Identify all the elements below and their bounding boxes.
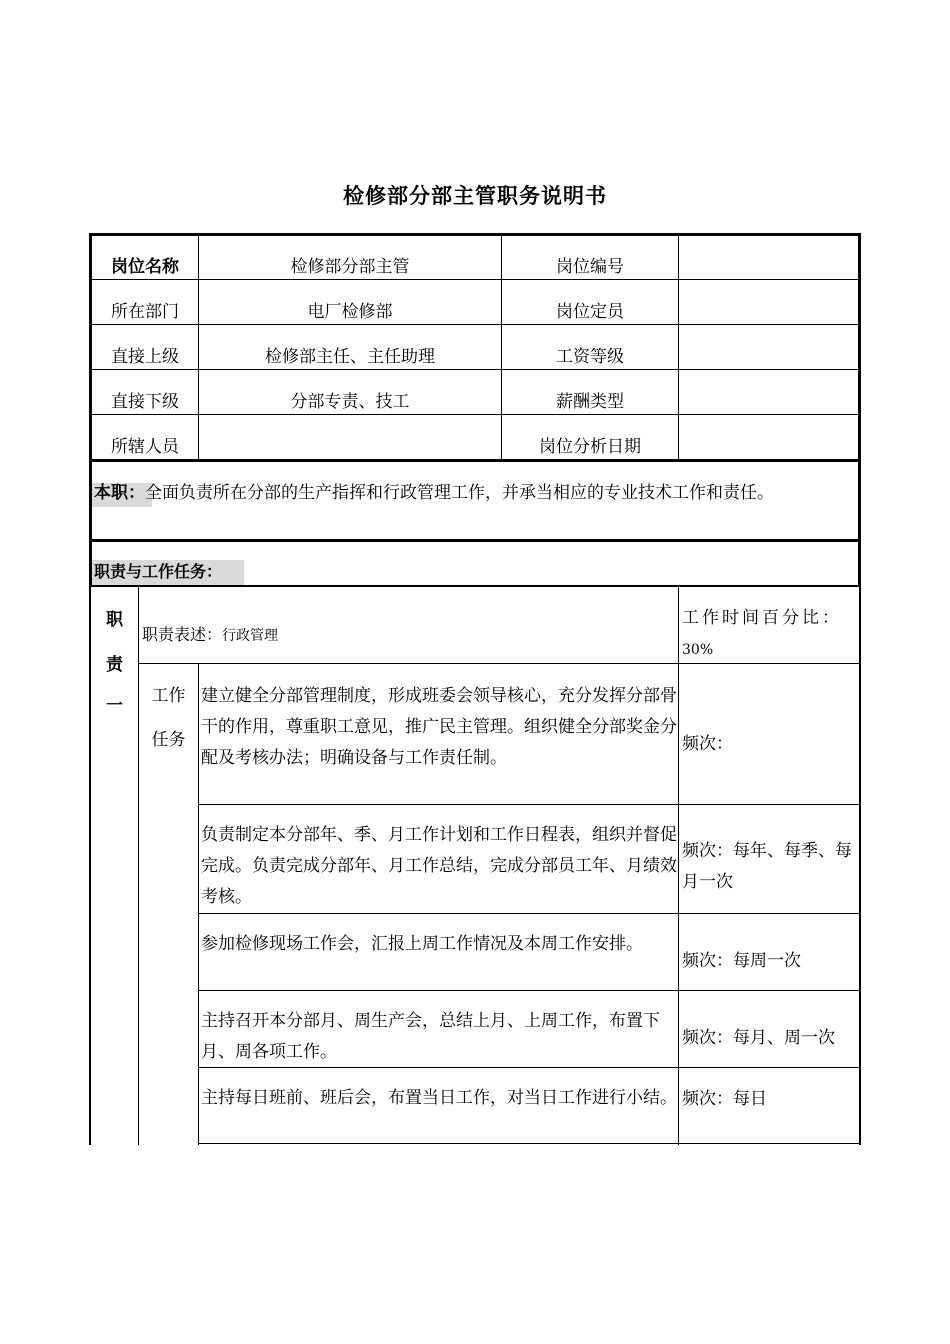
task-freq-2: 频次：每年、每季、每月一次	[682, 841, 852, 892]
value-superior: 检修部主任、主任助理	[265, 347, 435, 367]
label-salary-grade: 工资等级	[556, 347, 624, 367]
tasks-header: 职责与工作任务：	[94, 562, 223, 581]
task-text-4: 主持召开本分部月、周生产会，总结上月、上周工作，布置下月、周各项工作。	[201, 1011, 660, 1062]
side-label-2: 责	[106, 655, 123, 675]
label-superior: 直接上级	[111, 347, 179, 367]
label-staff: 所辖人员	[111, 437, 179, 457]
value-subordinate: 分部专责、技工	[290, 392, 410, 412]
side-label-1: 职	[106, 610, 123, 630]
task-text-5: 主持每日班前、班后会，布置当日工作，对当日工作进行小结。	[201, 1088, 677, 1108]
task-freq-4: 频次：每月、周一次	[682, 1028, 835, 1048]
task-text-3: 参加检修现场工作会，汇报上周工作情况及本周工作安排。	[201, 934, 643, 954]
task-freq-5: 频次：每日	[682, 1089, 767, 1109]
task-text-2: 负责制定本分部年、季、月工作计划和工作日程表，组织并督促完成。负责完成分部年、月工作总结，完成分部员工年、月绩效考核。	[201, 825, 677, 907]
task-label-2: 任务	[151, 730, 186, 750]
duty-label: 本职：	[94, 483, 145, 503]
document-title: 检修部分部主管职务说明书	[343, 184, 607, 208]
label-pay-type: 薪酬类型	[556, 392, 624, 412]
duty-text: 全面负责所在分部的生产指挥和行政管理工作，并承当相应的专业技术工作和责任。	[145, 483, 774, 503]
label-position-name: 岗位名称	[111, 257, 179, 277]
value-department: 电厂检修部	[307, 302, 393, 322]
task-label-1: 工作	[151, 686, 186, 706]
value-position-name: 检修部分部主管	[290, 257, 410, 277]
duty-paragraph	[94, 478, 856, 509]
desc-label: 职责表述：	[142, 625, 223, 644]
side-label-3: 一	[106, 696, 123, 716]
label-department: 所在部门	[111, 302, 179, 322]
responsibility-description	[142, 622, 278, 649]
task-freq-3: 频次：每周一次	[682, 951, 801, 971]
label-headcount: 岗位定员	[556, 302, 624, 322]
label-subordinate: 直接下级	[111, 392, 179, 412]
task-text-1: 建立健全分部管理制度，形成班委会领导核心，充分发挥分部骨干的作用，尊重职工意见，推广民主管理。组织健全分部奖金分配及考核办法；明确设备与工作责任制。	[201, 686, 677, 768]
label-position-number: 岗位编号	[556, 257, 624, 277]
desc-value: 行政管理	[222, 628, 279, 644]
time-percent-label: 工作时间百分比：	[682, 608, 842, 628]
label-analysis-date: 岗位分析日期	[539, 437, 641, 457]
task-freq-1: 频次：	[682, 734, 733, 754]
time-percent-value: 30%	[682, 642, 714, 658]
